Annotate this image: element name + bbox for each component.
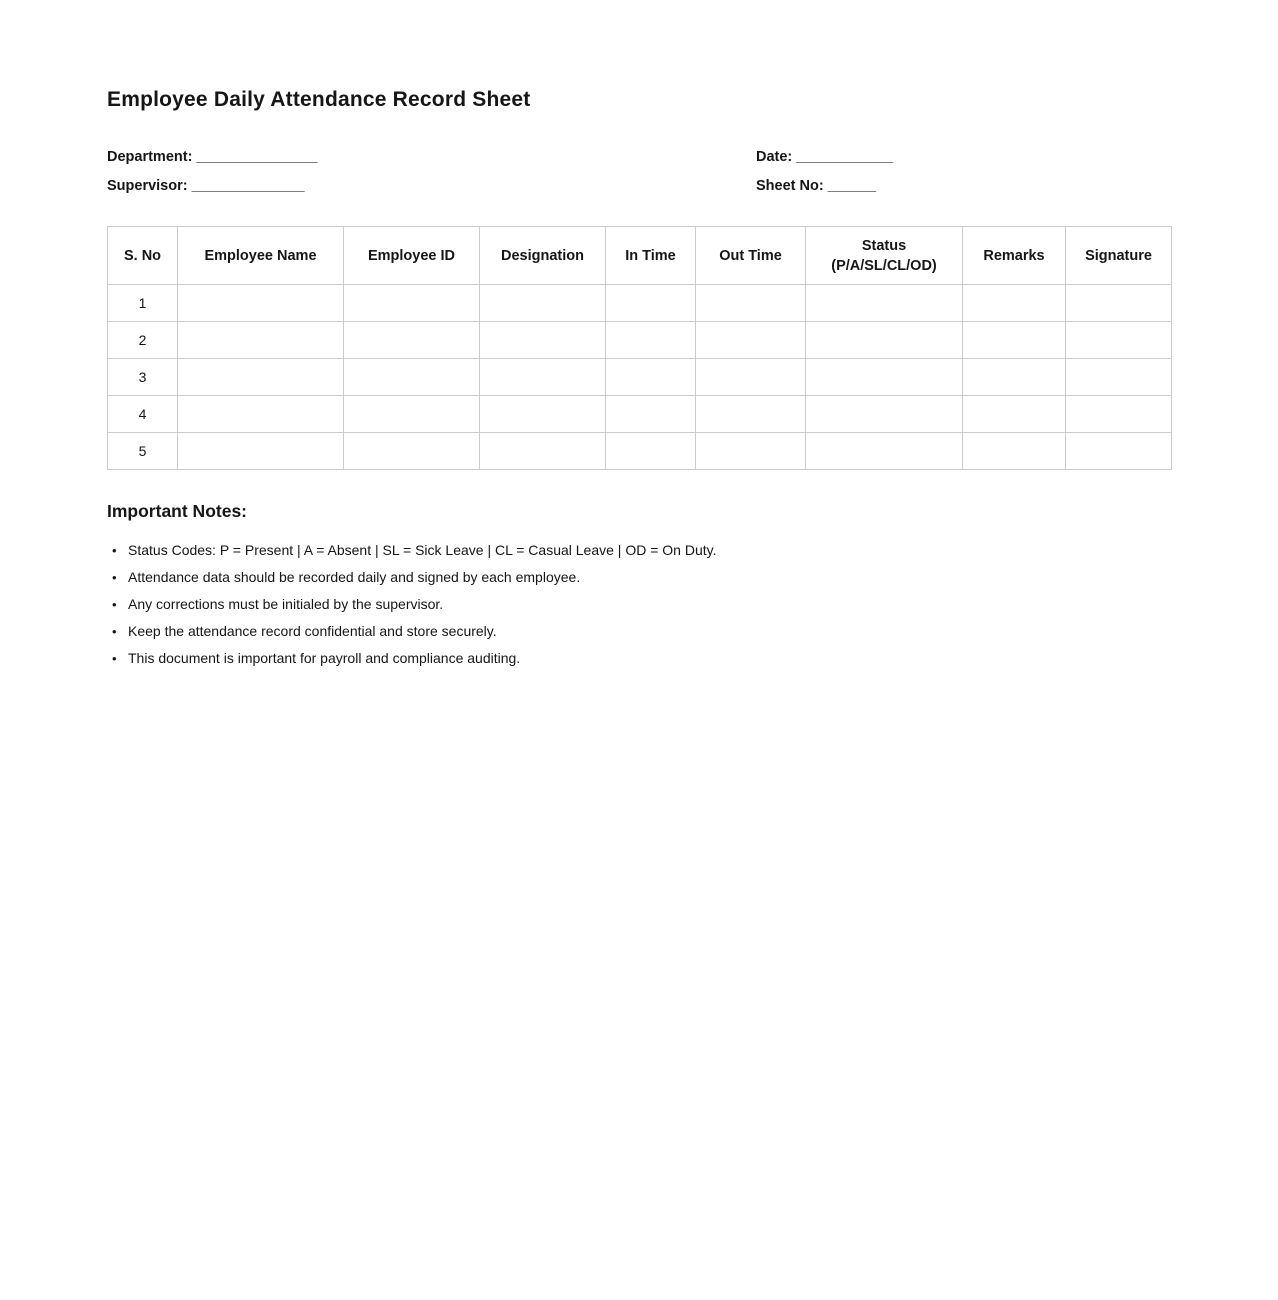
signature-cell	[1066, 322, 1172, 359]
out-time-cell	[696, 396, 806, 433]
supervisor-blank: ______________	[191, 178, 305, 194]
status-label: Status	[861, 237, 907, 254]
note-item	[107, 537, 1171, 564]
note-item	[107, 564, 1171, 591]
designation-cell	[480, 433, 606, 470]
bullet-icon: •	[112, 543, 117, 558]
in-time-cell	[606, 359, 696, 396]
employee-id-cell	[344, 322, 480, 359]
employee-id-cell	[344, 433, 480, 470]
column-header-s-no: S. No	[108, 227, 178, 285]
signature-cell	[1066, 396, 1172, 433]
column-header-signature: Signature	[1066, 227, 1172, 285]
column-header-in-time: In Time	[606, 227, 696, 285]
out-time-cell	[696, 285, 806, 322]
table-row	[108, 285, 1172, 322]
column-header-out-time: Out Time	[696, 227, 806, 285]
note-item	[107, 645, 1171, 672]
supervisor-field	[107, 177, 1171, 195]
notes-list	[107, 537, 1171, 672]
employee-name-cell	[178, 359, 344, 396]
s-no-cell: 2	[108, 322, 178, 359]
designation-cell	[480, 396, 606, 433]
date-blank: ____________	[796, 149, 894, 165]
supervisor-label: Supervisor:	[107, 178, 188, 194]
in-time-cell	[606, 433, 696, 470]
note-text: Any corrections must be initialed by the supervisor.	[128, 596, 444, 612]
table-header-row	[108, 227, 1172, 285]
page-title: Employee Daily Attendance Record Sheet	[107, 88, 531, 111]
department-label: Department:	[107, 149, 193, 165]
remarks-cell	[963, 396, 1066, 433]
remarks-cell	[963, 433, 1066, 470]
column-header-status	[806, 227, 963, 285]
note-text: This document is important for payroll and compliance auditing.	[128, 650, 521, 666]
signature-cell	[1066, 433, 1172, 470]
header-fields	[107, 148, 1171, 196]
employee-id-cell	[344, 285, 480, 322]
status-cell	[806, 359, 963, 396]
table-row	[108, 433, 1172, 470]
in-time-cell	[606, 396, 696, 433]
s-no-cell: 3	[108, 359, 178, 396]
s-no-cell: 5	[108, 433, 178, 470]
designation-cell	[480, 359, 606, 396]
employee-id-cell	[344, 396, 480, 433]
bullet-icon: •	[112, 624, 117, 639]
header-fields-left	[107, 148, 1171, 195]
designation-cell	[480, 285, 606, 322]
note-text: Keep the attendance record confidential and store securely.	[128, 623, 497, 639]
sheet-no-label: Sheet No:	[756, 178, 824, 194]
document-page	[107, 0, 1171, 672]
table-row	[108, 396, 1172, 433]
in-time-cell	[606, 285, 696, 322]
department-field	[107, 148, 1171, 166]
column-header-employee-id: Employee ID	[344, 227, 480, 285]
in-time-cell	[606, 322, 696, 359]
signature-cell	[1066, 285, 1172, 322]
remarks-cell	[963, 359, 1066, 396]
remarks-cell	[963, 285, 1066, 322]
department-blank: _______________	[196, 149, 318, 165]
out-time-cell	[696, 322, 806, 359]
employee-name-cell	[178, 285, 344, 322]
date-label: Date:	[756, 149, 793, 165]
table-row	[108, 359, 1172, 396]
table-row	[108, 322, 1172, 359]
attendance-table	[107, 226, 1172, 470]
bullet-icon: •	[112, 651, 117, 666]
signature-cell	[1066, 359, 1172, 396]
designation-cell	[480, 322, 606, 359]
column-header-remarks: Remarks	[963, 227, 1066, 285]
column-header-employee-name: Employee Name	[178, 227, 344, 285]
note-text: Status Codes: P = Present | A = Absent | SL = Sick Leave | CL = Casual Leave | OD = On Duty.	[128, 542, 717, 558]
sheet-no-field	[756, 177, 893, 195]
note-text: Attendance data should be recorded daily and signed by each employee.	[128, 569, 581, 585]
s-no-cell: 4	[108, 396, 178, 433]
sheet-no-blank: ______	[827, 178, 877, 194]
status-cell	[806, 396, 963, 433]
status-cell	[806, 322, 963, 359]
employee-name-cell	[178, 322, 344, 359]
status-cell	[806, 285, 963, 322]
status-cell	[806, 433, 963, 470]
header-fields-right	[756, 148, 893, 195]
s-no-cell: 1	[108, 285, 178, 322]
out-time-cell	[696, 359, 806, 396]
note-item	[107, 591, 1171, 618]
bullet-icon: •	[112, 597, 117, 612]
remarks-cell	[963, 322, 1066, 359]
bullet-icon: •	[112, 570, 117, 585]
date-field	[756, 148, 893, 166]
status-sublabel: (P/A/SL/CL/OD)	[831, 257, 937, 274]
note-item	[107, 618, 1171, 645]
employee-id-cell	[344, 359, 480, 396]
notes-heading: Important Notes:	[107, 501, 247, 521]
column-header-designation: Designation	[480, 227, 606, 285]
employee-name-cell	[178, 396, 344, 433]
employee-name-cell	[178, 433, 344, 470]
out-time-cell	[696, 433, 806, 470]
